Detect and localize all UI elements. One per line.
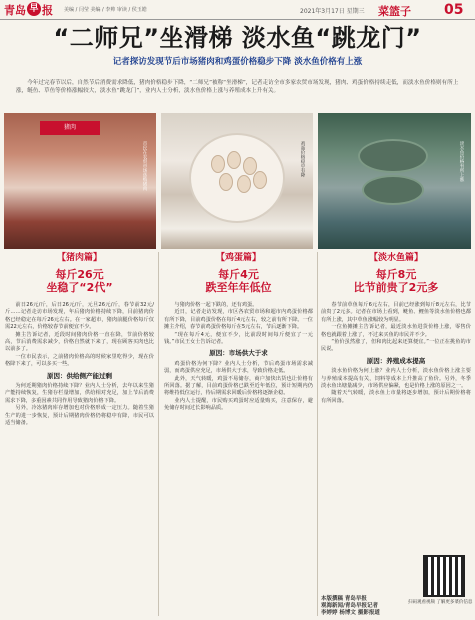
photo-caption: 淡水鱼价格有所上涨 (459, 141, 464, 182)
paragraph: 此外，天气转暖，鸡蛋不易储存，商户加快出货也让价格有所回落。据了解，目前鸡蛋价格已跌至近年低位，预计短期内仍将维持低位运行，待后期需求回暖后价格将逐渐企稳。 (164, 375, 313, 397)
column-headline-line1: 每斤4元 (218, 268, 259, 281)
column-headline-line1: 每斤8元 (375, 268, 417, 281)
column-headline-line1: 每斤26元 (55, 268, 104, 281)
column-tag: 【猪肉篇】 (56, 253, 102, 263)
column-divider (158, 252, 159, 616)
issue-date: 2021年3月17日 星期三 (300, 8, 365, 15)
section-heading: 原因：养殖成本提高 (366, 356, 426, 365)
column-headline-line2: 坐稳了“2代” (46, 281, 113, 294)
paragraph: 近日，记者走访发现，市区各农贸市场和超市内鸡蛋价格都有所下降，目前鸡蛋价格在每斤4元左右，较之前有所下降。一位摊主介绍，春节前鸡蛋价格每斤在5元左右，节后逐渐下降。 (164, 309, 313, 331)
editor-credits: 美编 / 闫莹 美编 / 李帅 审读 / 侯玉皓 (64, 7, 147, 13)
column-tag: 【淡水鱼篇】 (368, 253, 423, 263)
page-number: 05 (444, 2, 464, 18)
paragraph: 鸡蛋价格为何下降？业内人士分析，节后鸡蛋市场需求减弱，而鸡蛋供应充足，市场供大于求，导致价格走低。 (164, 360, 313, 375)
section-name: 菜篮子 (378, 5, 411, 18)
qr-caption: 扫码观看视频 了解更多菜价信息 (408, 600, 473, 605)
egg (227, 151, 241, 169)
newspaper-logo (4, 2, 60, 17)
egg-bowl (189, 133, 285, 223)
paragraph: 摊主告诉记者，近段时间猪肉价格一直在降，节前价格较高，节后消费需求减少，价格自然就下来了，现在顾客买肉也比以前多了。 (5, 331, 154, 353)
column-headline-line2: 跌至年年低位 (205, 281, 272, 294)
headline-block (0, 24, 475, 67)
paragraph: 另外，冷冻猪肉库存增加也对价格形成一定压力。随着生猪生产的进一步恢复，预计后期猪肉价格仍将稳中有降，市民可以适当储备。 (5, 405, 154, 427)
photo-strip (4, 113, 471, 249)
egg (237, 175, 251, 193)
fish-column (321, 252, 471, 405)
byline-line: 本版撰稿 青岛早报 (321, 596, 367, 602)
fish-photo (318, 113, 471, 249)
section-heading: 原因：市场供大于求 (209, 349, 268, 358)
paragraph: “现在每斤4元，便宜不少，比前段时间每斤便宜了一元钱。”市民王女士告诉记者。 (164, 331, 313, 346)
photo-caption: 市民在农贸市场选购猪肉 (142, 141, 147, 191)
byline-line: 李婷婷 杨博文 摄影报道 (321, 610, 380, 616)
main-headline: “二师兄”坐滑梯 淡水鱼“跳龙门” (53, 24, 422, 52)
paragraph: 前日26元/斤，后日26元/斤，元旦26元/斤，春节前32元/斤……记者走访市场发现，年后猪肉价格持续下降，目前猪肉价格已经稳定在每斤26元左右。在一家超市，猪肉前腿价格每斤仅需22元左右，价格较春节前便宜不少。 (5, 302, 154, 331)
logo-text-right: 报 (42, 4, 53, 17)
paragraph: 随着天气转暖，淡水鱼上市量将逐步增加，预计后期价格将有所回落。 (321, 390, 471, 404)
paragraph: 为何近期猪肉价格持续下降？业内人士分析，去年以来生猪产能持续恢复，生猪存栏量增加，供给相对充足，加上节后消费需求下降，多重因素共同作用导致猪肉价格下降。 (5, 383, 154, 404)
pork-stall-photo (4, 113, 156, 249)
column-divider (317, 252, 318, 616)
page-header (0, 0, 475, 20)
paragraph: 一位鱼摊摊主告诉记者，最近淡水鱼进货价格上涨，零售价格也就跟着上涨了，不过来买鱼的市民并不少。 (321, 324, 471, 338)
logo-text-left: 青岛 (4, 4, 26, 17)
section-heading: 原因：供给侧产能过剩 (47, 371, 112, 380)
paragraph: 一位市民表示，之前猪肉价格高的时候家里吃得少，现在价格降下来了，可以多买一些。 (5, 353, 154, 368)
egg-column (164, 252, 313, 413)
egg-bowl-photo (161, 113, 313, 249)
byline-line: 观海新闻/青岛早报记者 (321, 603, 379, 609)
qr-code-icon[interactable] (423, 555, 465, 597)
pork-column (5, 252, 154, 428)
paragraph: 淡水鱼价格为何上涨？业内人士分析，淡水鱼价格上涨主要与养殖成本提高有关，饲料等成本上升推高了鱼价。另外，冬季淡水鱼出塘量减少，市场供应偏紧，也是价格上涨的原因之一。 (321, 368, 471, 390)
paragraph: “鱼价虽然涨了，但和肉比起来还算便宜。”一位正在挑鱼的市民说。 (321, 339, 471, 353)
column-tag: 【鸡蛋篇】 (215, 253, 261, 263)
egg (253, 171, 267, 189)
photo-caption: 鸡蛋价格稳中有降 (300, 141, 305, 177)
logo-circle-icon: 早 (27, 2, 41, 16)
lead-paragraph: 今年过完春节以后，自然节后消费需求降低，猪肉价格稳步下降，“二师兄”被称“坐滑梯”，记者走访全市多家农贸市场发现，猪肉、鸡蛋价格持续走低，而淡水鱼价格则有所上涨，鲢鱼、草鱼等价格涨幅较大，淡水鱼“跳龙门”，业内人士分析，淡水鱼价格上涨与养殖成本上升有关。 (16, 80, 459, 94)
fish (358, 139, 428, 173)
byline (321, 596, 471, 617)
paragraph: 与猪肉价格一起下跌的，还有鸡蛋。 (174, 302, 258, 308)
column-body (164, 302, 313, 413)
fish (362, 175, 424, 205)
egg (219, 173, 233, 191)
sub-headline: 记者探访发现节后市场猪肉和鸡蛋价格稳步下降 淡水鱼价格有上涨 (112, 57, 363, 67)
paragraph: 春节前草鱼每斤6元左右，目前已经涨到每斤8元左右，比节前贵了2元多。记者在市场上看到，鲢鱼、鲤鱼等淡水鱼价格也都有所上涨，其中草鱼涨幅较为明显。 (321, 302, 471, 323)
paragraph: 业内人士提醒，市民购买鸡蛋时应适量购买，注意保存，避免储存时间过长影响品质。 (164, 397, 313, 412)
column-body (321, 302, 471, 405)
column-headline-line2: 比节前贵了2元多 (353, 281, 439, 294)
column-body (5, 302, 154, 428)
pork-sign: 猪肉 (40, 121, 100, 135)
egg (211, 155, 225, 173)
